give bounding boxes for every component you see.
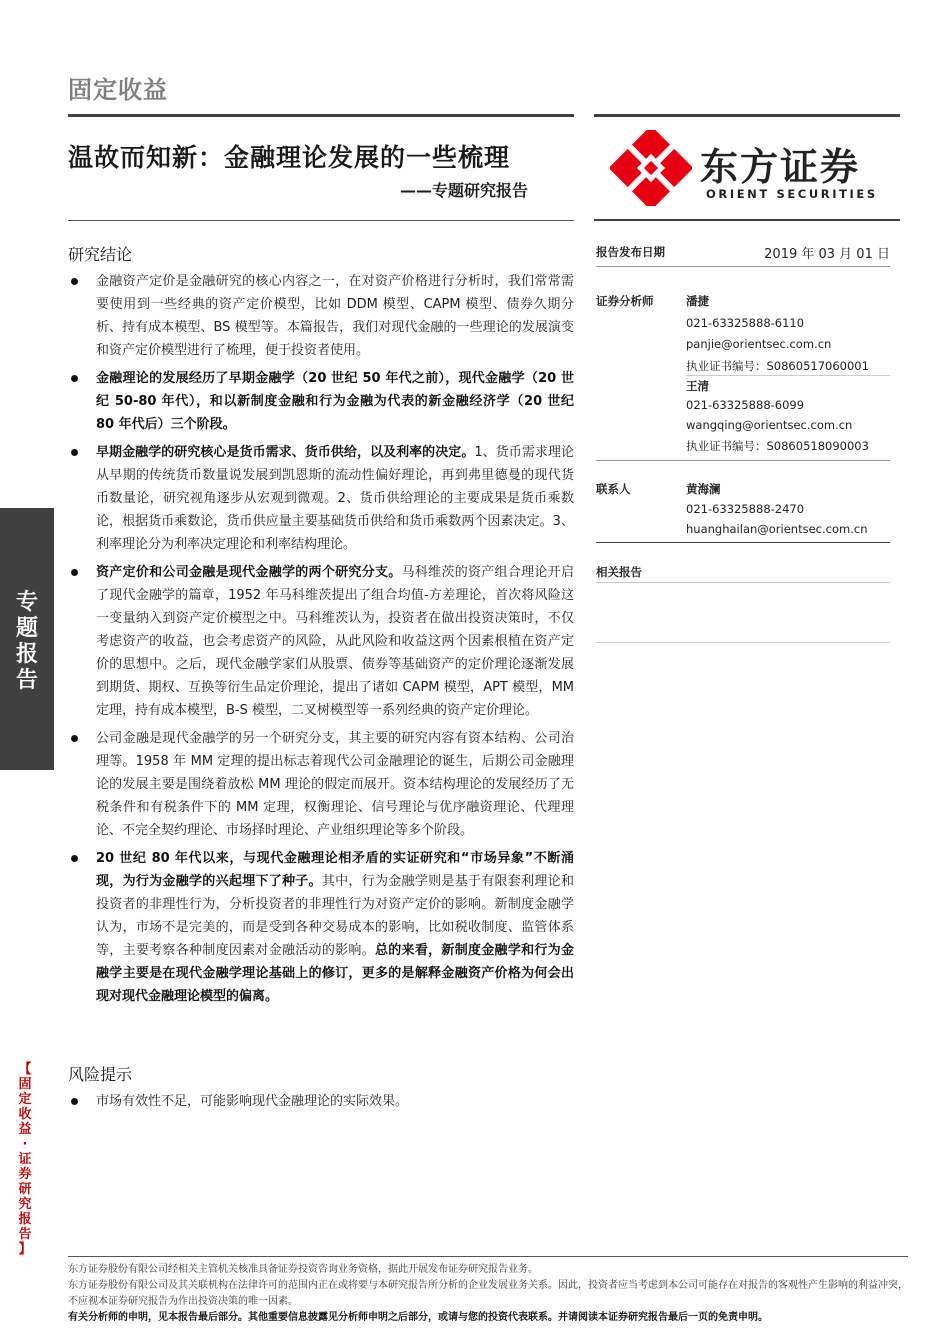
contact-name: 黄海澜: [686, 482, 721, 496]
report-type-text: 专 题 报 告: [15, 590, 38, 693]
contact-phone: 021-63325888-2470: [686, 502, 805, 516]
analyst-email[interactable]: panjie@orientsec.com.cn: [686, 337, 832, 351]
list-item: 资产定价和公司金融是现代金融学的两个研究分支。马科维茨的资产组合理论开启了现代金融学的篇章，1952 年马科维茨提出了组合均值-方差理论，首次将风险这一变量纳入到资产定价模型之中。马科维茨认为，投资者在做出投资决策时，不仅考虑资产的收益，也会考虑资产的风险，从此风险和收益这两个因素根植在资产定价的思想中。之后，现代金融学家们从股票、债券等基础资产的定价理论逐渐发展到期货、期权、互换等衍生品定价理论，提出了诸如 CAPM 模型，APT 模型，MM 定理，持有成本模型，B-S 模型，二叉树模型等一系列经典的资产定价理论。: [68, 561, 574, 722]
list-item: 金融理论的发展经历了早期金融学（20 世纪 50 年代之前），现代金融学（20 世纪 50-80 年代），和以新制度金融和行为金融为代表的新金融经济学（20 世纪 80 年代后）三个阶段。: [68, 367, 574, 436]
analyst-phone: 021-63325888-6110: [686, 316, 805, 330]
risk-heading: 风险提示: [68, 1065, 133, 1084]
report-category: 固定收益: [68, 76, 168, 104]
conclusions-list: [68, 270, 574, 1013]
analyst-cert: 执业证书编号：S0860517060001: [686, 359, 869, 373]
risk-list: [68, 1090, 574, 1118]
bullet-icon: [71, 1098, 78, 1105]
list-item: 市场有效性不足，可能影响现代金融理论的实际效果。: [68, 1090, 574, 1113]
company-logo: [610, 130, 880, 206]
list-item: 公司金融是现代金融学的另一个研究分支，其主要的研究内容有资本结构、公司治理等。1958 年 MM 定理的提出标志着现代公司金融理论的诞生，后期公司金融理论的发展主要是围绕着放松 MM 理论的假定而展开。资本结构理论的发展经历了无税条件和有税条件下的 MM 定理，权衡理论、信号理论与优序融资理论、代理理论、不完全契约理论、市场择时理论、产业组织理论等多个阶段。: [68, 727, 574, 842]
analyst-name: 潘捷: [686, 294, 709, 308]
bullet-icon: [71, 855, 78, 862]
bullet-icon: [71, 375, 78, 382]
bullet-icon: [71, 735, 78, 742]
title-rule-left: [68, 220, 574, 221]
sidebar-divider: [596, 642, 890, 643]
analyst-divider: [686, 375, 890, 376]
contact-label: 联系人: [596, 482, 631, 496]
logo-english-name: ORIENT SECURITIES: [706, 187, 878, 201]
contact-email[interactable]: huanghailan@orientsec.com.cn: [686, 522, 868, 536]
footer-disclaimer: [68, 1262, 908, 1326]
report-type-tab: [0, 508, 54, 770]
sidebar-divider: [596, 542, 890, 543]
date-label: 报告发布日期: [596, 245, 665, 259]
report-title: 温故而知新：金融理论发展的一些梳理: [68, 143, 511, 172]
related-reports-label: 相关报告: [596, 565, 642, 579]
logo-chinese-name: 东方证券: [700, 145, 861, 189]
analyst-cert: 执业证书编号：S0860518090003: [686, 439, 869, 453]
header-rule-left: [68, 114, 574, 117]
list-item: 20 世纪 80 年代以来，与现代金融理论相矛盾的实证研究和“市场异象”不断涌现，为行为金融学的兴起埋下了种子。其中，行为金融学则是基于有限套利理论和投资者的非理性行为，分析投资者的非理性行为对资产定价的影响。新制度金融学认为，市场不是完美的，而是受到各种交易成本的影响，比如税收制度、监管体系等，主要考察各种制度因素对金融活动的影响。总的来看，新制度金融学和行为金融学主要是在现代金融学理论基础上的修订，更多的是解释金融资产价格为何会出现对现代金融理论模型的偏离。: [68, 847, 574, 1008]
footer-rule: [68, 1256, 908, 1257]
vertical-series-label: 【 固 定 收 益 · 证 券 研 究 报 告 】: [18, 1062, 32, 1257]
list-item: 金融资产定价是金融研究的核心内容之一，在对资产价格进行分析时，我们常常需要使用到一些经典的资产定价模型，比如 DDM 模型、CAPM 模型、债券久期分析、持有成本模型、BS 模型等。本篇报告，我们对现代金融的一些理论的发展演变和资产定价模型进行了梳理，便于投资者使用。: [68, 270, 574, 362]
list-item: 早期金融学的研究核心是货币需求、货币供给，以及利率的决定。1、货币需求理论从早期的传统货币数量说发展到凯恩斯的流动性偏好理论，再到弗里德曼的现代货币数量论，研究视角逐步从宏观到微观。2、货币供给理论的主要成果是货币乘数论，根据货币乘数论，货币供应量主要基础货币供给和货币乘数两个因素决定。3、利率理论分为利率决定理论和利率结构理论。: [68, 441, 574, 556]
footer-line: 有关分析师的申明，见本报告最后部分。其他重要信息披露见分析师申明之后部分，或请与您的投资代表联系。并请阅读本证券研究报告最后一页的免责申明。: [68, 1312, 768, 1323]
report-sidebar: [596, 244, 890, 644]
header-rule-right: [594, 114, 900, 117]
bullet-icon: [71, 449, 78, 456]
footer-line: 东方证券股份有限公司及其关联机构在法律许可的范围内正在或将要与本研究报告所分析的企业发展业务关系。因此，投资者应当考虑到本公司可能存在对报告的客观性产生影响的利益冲突，不应视本证券研究报告为作出投资决策的唯一因素。: [68, 1280, 908, 1307]
sidebar-divider: [596, 582, 890, 583]
logo-mark-icon: [610, 130, 692, 206]
sidebar-divider: [596, 266, 890, 267]
sidebar-divider: [596, 460, 890, 461]
analyst-label: 证券分析师: [596, 294, 654, 308]
conclusions-heading: 研究结论: [68, 245, 133, 264]
analyst-name: 王清: [686, 379, 709, 393]
bullet-icon: [71, 569, 78, 576]
analyst-phone: 021-63325888-6099: [686, 398, 805, 412]
analyst-email[interactable]: wangqing@orientsec.com.cn: [686, 418, 853, 432]
report-subtitle: ——专题研究报告: [400, 181, 529, 200]
bullet-icon: [71, 278, 78, 285]
title-rule-right: [594, 219, 900, 221]
publish-date: 2019 年 03 月 01 日: [764, 247, 890, 262]
footer-line: 东方证券股份有限公司经相关主管机关核准具备证券投资咨询业务资格，据此开展发布证券研究报告业务。: [68, 1264, 538, 1275]
